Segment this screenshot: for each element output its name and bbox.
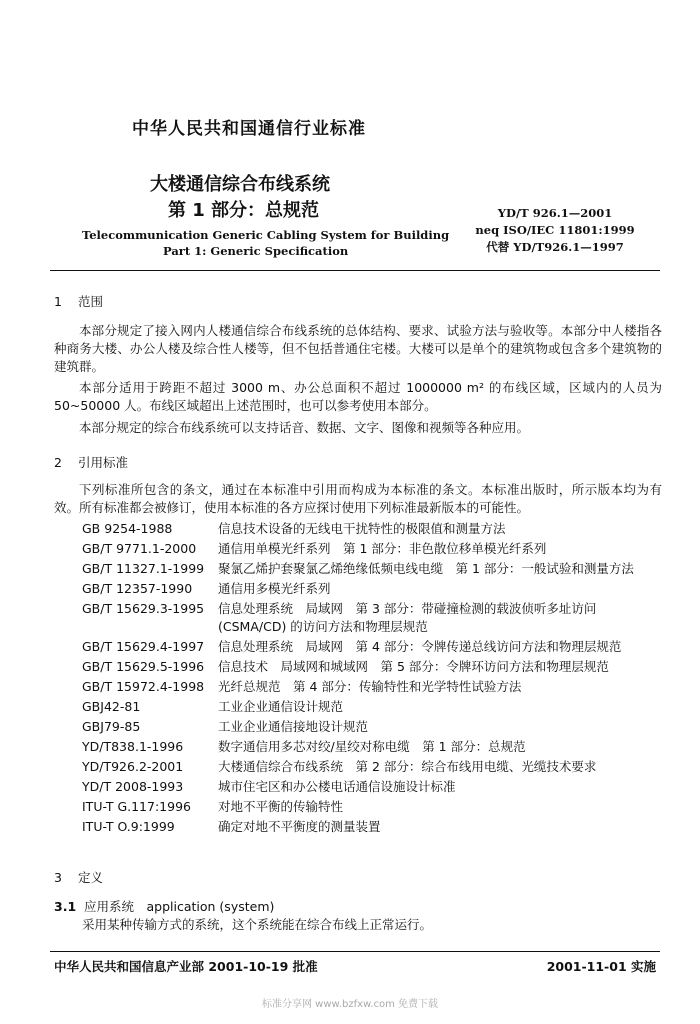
- reference-code: GB/T 15629.5-1996: [82, 659, 205, 674]
- reference-code: YD/T926.2-2001: [82, 759, 184, 774]
- watermark: 标准分享网 www.bzfxw.com 免费下载: [262, 999, 438, 1010]
- standard-neq: neq ISO/IEC 11801:1999: [475, 223, 635, 237]
- reference-title: 工业企业通信设计规范: [218, 699, 344, 714]
- reference-title: 数字通信用多芯对绞/星绞对称电缆 第 1 部分：总规范: [218, 739, 526, 754]
- reference-code: GB 9254-1988: [82, 521, 173, 536]
- reference-title: 大楼通信综合布线系统 第 2 部分：综合布线用电缆、光缆技术要求: [218, 759, 597, 774]
- reference-row: [82, 560, 662, 578]
- reference-code: YD/T 2008-1993: [82, 779, 184, 794]
- reference-row: [82, 798, 662, 816]
- industry-standard-header: 中华人民共和国通信行业标准: [132, 119, 366, 139]
- reference-code: GB/T 11327.1-1999: [82, 561, 205, 576]
- section-1-paragraph-2: 本部分适用于跨距不超过 3000 m、办公总面积不超过 1000000 m² 的布线区域，区域内的人员为 50~50000 人。布线区域超出上述范围时，也可以参考使用本部分。: [54, 380, 662, 413]
- reference-title: 聚氯乙烯护套聚氯乙烯绝缘低频电线电缆 第 1 部分：一般试验和测量方法: [218, 561, 634, 576]
- reference-row: [82, 658, 662, 676]
- reference-row: [82, 520, 662, 538]
- standard-identifiers: [455, 205, 655, 256]
- reference-row: [82, 758, 662, 776]
- title-chinese-line1: 大楼通信综合布线系统: [150, 174, 330, 195]
- section-title: 定义: [78, 870, 104, 885]
- definition-3-1-text: 采用某种传输方式的系统，这个系统能在综合布线上正常运行。: [82, 917, 433, 932]
- section-1-heading: [54, 292, 103, 310]
- section-2-intro: 下列标准所包含的条文，通过在本标准中引用而构成为本标准的条文。本标准出版时，所示版本均为有效。所有标准都会被修订，使用本标准的各方应探讨使用下列标准最新版本的可能性。: [54, 482, 662, 515]
- referenced-standards-list: [82, 520, 662, 838]
- reference-code: GB/T 15629.3-1995: [82, 601, 205, 616]
- reference-code: GB/T 12357-1990: [82, 581, 193, 596]
- reference-code: YD/T838.1-1996: [82, 739, 184, 754]
- section-title: 引用标准: [78, 455, 129, 470]
- reference-row: [82, 638, 662, 656]
- section-title: 范围: [78, 294, 104, 309]
- reference-code: ITU-T O.9:1999: [82, 819, 175, 834]
- reference-row: [82, 718, 662, 736]
- reference-row: [82, 698, 662, 716]
- reference-title: 信息处理系统 局域网 第 3 部分：带碰撞检测的载波侦听多址访问 (CSMA/CD) 的访问方法和物理层规范: [218, 601, 597, 634]
- reference-code: ITU-T G.117:1996: [82, 799, 191, 814]
- reference-title: 通信用多模光纤系列: [218, 581, 331, 596]
- reference-title: 工业企业通信接地设计规范: [218, 719, 369, 734]
- reference-row: [82, 738, 662, 756]
- title-english-line1: Telecommunication Generic Cabling System for Building: [82, 228, 450, 242]
- reference-title: 城市住宅区和办公楼电话通信设施设计标准: [218, 779, 456, 794]
- reference-row: [82, 818, 662, 836]
- reference-title: 信息技术 局域网和城域网 第 5 部分：令牌环访问方法和物理层规范: [218, 659, 609, 674]
- reference-title: 确定对地不平衡度的测量装置: [218, 819, 381, 834]
- reference-title: 信息技术设备的无线电干扰特性的极限值和测量方法: [218, 521, 506, 536]
- reference-title: 信息处理系统 局域网 第 4 部分：令牌传递总线访问方法和物理层规范: [218, 639, 622, 654]
- reference-title: 对地不平衡的传输特性: [218, 799, 344, 814]
- reference-row: [82, 540, 662, 558]
- reference-code: GB/T 9771.1-2000: [82, 541, 197, 556]
- definition-number: 3.1: [54, 899, 77, 914]
- section-1-paragraph-1: 本部分规定了接入网内人楼通信综合布线系统的总体结构、要求、试验方法与验收等。本部分中人楼指各种商务大楼、办公人楼及综合性人楼等，但不包括普通住宅楼。大楼可以是单个的建筑物或包含多个建筑物的建筑群。: [54, 323, 662, 374]
- definition-3-1: [54, 897, 274, 915]
- reference-code: GB/T 15629.4-1997: [82, 639, 205, 654]
- section-3-heading: [54, 868, 103, 886]
- reference-row: [82, 678, 662, 696]
- reference-row: [82, 600, 662, 636]
- title-english-line2: Part 1: Generic Specification: [163, 244, 349, 258]
- section-2-heading: [54, 453, 128, 471]
- reference-row: [82, 580, 662, 598]
- issued-date: 中华人民共和国信息产业部 2001-10-19 批准: [54, 959, 318, 974]
- reference-row: [82, 778, 662, 796]
- reference-code: GBJ79-85: [82, 719, 141, 734]
- reference-code: GBJ42-81: [82, 699, 141, 714]
- section-number: 3: [54, 870, 62, 885]
- standard-replaces: 代替 YD/T926.1—1997: [486, 240, 624, 254]
- standard-code: YD/T 926.1—2001: [497, 206, 613, 220]
- reference-title: 光纤总规范 第 4 部分：传输特性和光学特性试验方法: [218, 679, 522, 694]
- section-1-paragraph-3: 本部分规定的综合布线系统可以支持话音、数据、文字、图像和视频等各种应用。: [79, 420, 530, 435]
- title-chinese-line2: 第 1 部分：总规范: [168, 200, 320, 221]
- top-rule: [50, 270, 660, 271]
- effective-date: 2001-11-01 实施: [546, 959, 656, 974]
- definition-term: 应用系统 application (system): [84, 899, 275, 914]
- section-number: 1: [54, 294, 62, 309]
- section-number: 2: [54, 455, 62, 470]
- reference-title: 通信用单模光纤系列 第 1 部分：非色散位移单模光纤系列: [218, 541, 547, 556]
- reference-code: GB/T 15972.4-1998: [82, 679, 205, 694]
- bottom-rule: [50, 951, 660, 952]
